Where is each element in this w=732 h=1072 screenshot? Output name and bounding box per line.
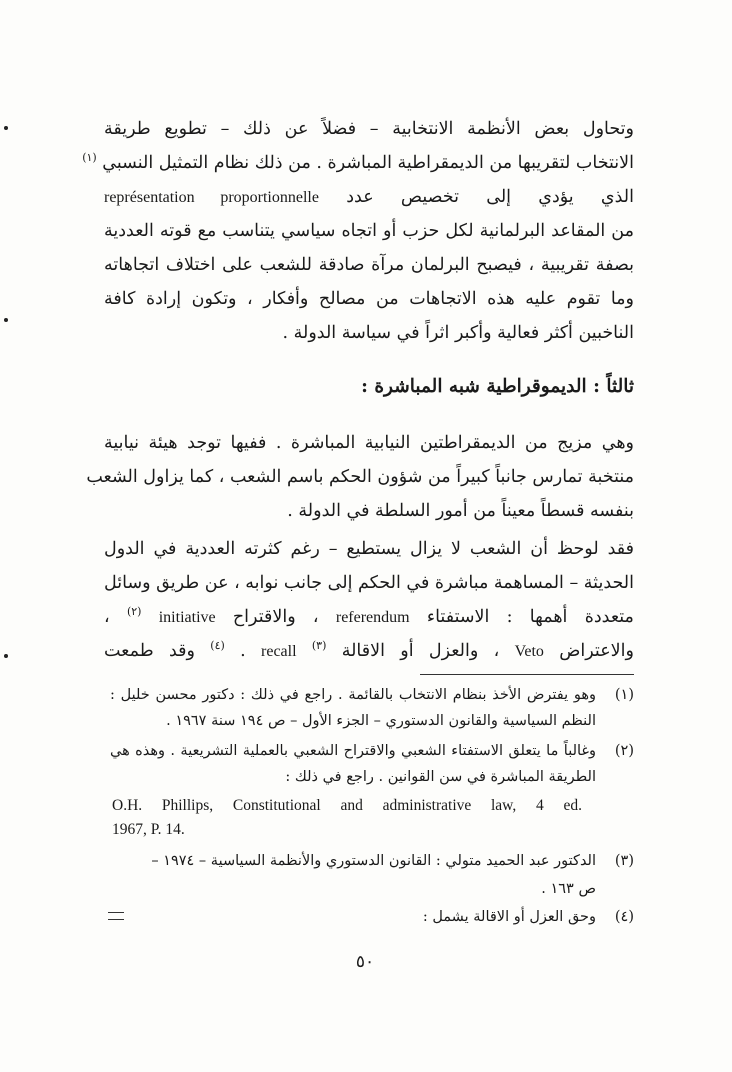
margin-mark (4, 654, 8, 658)
footnote-ref: (٤) (210, 639, 225, 653)
footnote-ref: (١) (82, 151, 97, 165)
continuation-mark (108, 912, 124, 920)
section-heading: ثالثاً : الديموقراطية شبه المباشرة : (361, 376, 634, 397)
latin-term: referendum (335, 609, 410, 626)
footnote-number: (٣) (614, 853, 634, 869)
body-text: وقد طمعت (104, 641, 195, 661)
body-line: وتحاول بعض الأنظمة الانتخابية – فضلاً عن ذلك – تطويع طريقة (104, 119, 634, 139)
footnote-number: (٤) (614, 909, 634, 925)
footnote-text: الدكتور عبد الحميد متولي : القانون الدستوري والأنظمة السياسية – ١٩٧٤ – (151, 853, 596, 869)
footnote-line (110, 904, 634, 930)
footnote-latin-line: 1967, P. 14. (112, 821, 185, 838)
body-text: ، (104, 607, 110, 627)
body-line: فقد لوحظ أن الشعب لا يزال يستطيع – رغم كثرته العددية في الدول (104, 539, 634, 559)
footnote-latin-line: O.H. Phillips, Constitutional and administrative law, 4 ed. (112, 797, 582, 814)
body-text: ، والاقتراح (232, 607, 319, 627)
body-line: الحديثة – المساهمة مباشرة في الحكم إلى جانب نوابه ، عن طريق وسائل (104, 573, 634, 593)
footnote-line (110, 764, 634, 790)
body-line: الناخبين أكثر فعالية وأكبر اثراً في سياسة الدولة . (282, 323, 634, 343)
margin-mark (4, 318, 8, 322)
footnote-text: وغالباً ما يتعلق الاستفتاء الشعبي والاقتراح الشعبي بالعملية التشريعية . وهذه هي (110, 743, 596, 759)
footnote-text: الطريقة المباشرة في سن القوانين . راجع في ذلك : (285, 769, 596, 785)
latin-term: représentation proportionnelle (104, 189, 319, 206)
body-text: الذي يؤدي إلى تخصيص عدد (346, 187, 634, 207)
latin-term: recall (261, 643, 297, 660)
footnote-line (110, 848, 634, 874)
latin-term: Veto (514, 643, 544, 660)
body-line: منتخبة تمارس جانباً كبيراً من شؤون الحكم باسم الشعب ، كما يزاول الشعب (86, 467, 634, 487)
body-line: وهي مزيج من الديمقراطتين النيابية المباشرة . ففيها توجد هيئة نيابية (104, 433, 634, 453)
footnote-number: (٢) (614, 743, 634, 759)
footnote-text: ص ١٦٣ . (541, 881, 596, 897)
body-line (104, 600, 634, 634)
footnote-separator (420, 674, 634, 675)
footnote-ref: (٢) (126, 605, 142, 619)
footnote-line (110, 708, 634, 734)
body-text: والاعتراض (559, 641, 634, 661)
body-text: ، والعزل أو الاقالة (341, 641, 500, 661)
footnote-text: وهو يفترض الأخذ بنظام الانتخاب بالقائمة . راجع في ذلك : دكتور محسن خليل : (110, 687, 596, 703)
body-line: وما تقوم عليه هذه الاتجاهات من مصالح وأفكار ، وتكون إرادة كافة (104, 289, 634, 309)
page-number: ٥٠ (355, 952, 375, 972)
footnote-text: وحق العزل أو الاقالة يشمل : (422, 909, 596, 925)
footnote-text: النظم السياسية والقانون الدستوري – الجزء الأول – ص ١٩٤ سنة ١٩٦٧ . (166, 713, 596, 729)
footnote-number: (١) (614, 687, 634, 703)
body-line (104, 634, 634, 668)
footnote-line (110, 682, 634, 708)
body-text: متعددة أهمها : الاستفتاء (426, 607, 634, 627)
footnote-ref: (٣) (311, 639, 327, 653)
body-text: . (240, 641, 246, 661)
body-text: الانتخاب لتقريبها من الديمقراطية المباشرة . من ذلك نظام التمثيل النسبي (102, 153, 634, 173)
body-line: من المقاعد البرلمانية لكل حزب أو اتجاه سياسي يتناسب مع قوته العددية (104, 221, 634, 241)
body-line: بصفة تقريبية ، فيصبح البرلمان مرآة صادقة للشعب على اختلاف اتجاهاته (104, 255, 634, 275)
footnote-line (110, 876, 634, 902)
body-line (104, 180, 634, 214)
latin-term: initiative (158, 609, 216, 626)
footnote-line (110, 738, 634, 764)
margin-mark (4, 126, 8, 130)
body-line (82, 146, 634, 180)
body-line: بنفسه قسطاً معيناً من أمور السلطة في الدولة . (287, 501, 634, 521)
